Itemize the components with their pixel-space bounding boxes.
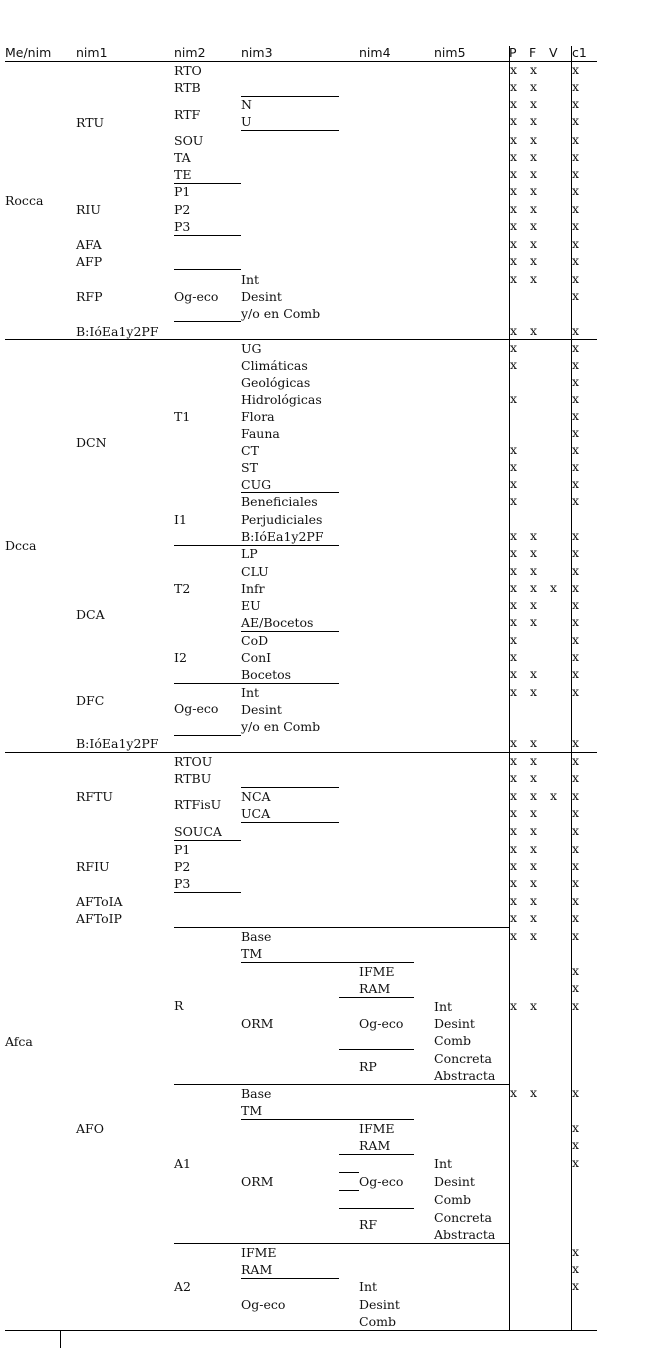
mark-c1: x [572, 666, 580, 681]
mark-p: x [510, 528, 518, 543]
nim3-label: Og-eco [241, 1297, 286, 1312]
header-nim4: nim4 [359, 45, 391, 60]
rule-line [174, 892, 241, 893]
mark-f: x [530, 841, 538, 856]
mark-p: x [510, 649, 518, 664]
header-f: F [529, 45, 537, 60]
nim4-label: Og-eco [359, 1174, 404, 1189]
nim3-label: UG [241, 341, 262, 356]
mark-c1: x [572, 391, 580, 406]
mark-c1: x [572, 493, 580, 508]
nim3-label: UCA [241, 806, 271, 821]
nim3-label: Climáticas [241, 358, 308, 373]
nim3-label: y/o en Comb [241, 719, 321, 734]
rule-line [241, 962, 414, 963]
mark-c1: x [572, 858, 580, 873]
nim3-label: y/o en Comb [241, 306, 321, 321]
nim2-label: T2 [174, 581, 191, 596]
mark-p: x [510, 166, 518, 181]
mark-p: x [510, 597, 518, 612]
nim1-label: B:IóEa1y2PF [76, 324, 159, 339]
nim3-label: Beneficiales [241, 494, 318, 509]
mark-p: x [510, 476, 518, 491]
nim3-label: CoD [241, 633, 269, 648]
mark-f: x [530, 149, 538, 164]
mark-f: x [530, 735, 538, 750]
nim3-label: Fauna [241, 426, 280, 441]
nim3-label: NCA [241, 789, 271, 804]
mark-c1: x [572, 1120, 580, 1135]
mark-c1: x [572, 649, 580, 664]
mark-c1: x [572, 166, 580, 181]
rule-line [241, 130, 339, 131]
nim4-label: RF [359, 1217, 378, 1232]
mark-p: x [510, 96, 518, 111]
mark-c1: x [572, 963, 580, 978]
mark-c1: x [572, 459, 580, 474]
mark-p: x [510, 271, 518, 286]
rule-line [174, 927, 509, 928]
mark-f: x [530, 823, 538, 838]
mark-c1: x [572, 910, 580, 925]
nim3-label: Infr [241, 581, 265, 596]
mark-p: x [510, 236, 518, 251]
mark-c1: x [572, 288, 580, 303]
mark-c1: x [572, 1278, 580, 1293]
mark-f: x [530, 563, 538, 578]
header-v: V [549, 45, 558, 60]
rule-line [339, 1190, 359, 1191]
mark-p: x [510, 893, 518, 908]
mark-f: x [530, 928, 538, 943]
nim2-label: A2 [174, 1279, 191, 1294]
nim3-label: Desint [241, 289, 282, 304]
mark-c1: x [572, 1261, 580, 1276]
mark-c1: x [572, 753, 580, 768]
nim3-label: IFME [241, 1245, 277, 1260]
rule-line [174, 235, 241, 236]
mark-p: x [510, 563, 518, 578]
nim2-label: RTO [174, 63, 202, 78]
mark-p: x [510, 62, 518, 77]
nim3-label: B:IóEa1y2PF [241, 529, 324, 544]
mark-p: x [510, 357, 518, 372]
mark-f: x [530, 545, 538, 560]
mark-f: x [530, 528, 538, 543]
nim2-label: P3 [174, 219, 191, 234]
rule-line [339, 1049, 414, 1050]
mark-f: x [530, 910, 538, 925]
nim3-label: Bocetos [241, 667, 292, 682]
mark-v: x [550, 580, 558, 595]
nim5-label: Abstracta [434, 1068, 496, 1083]
rule-line [339, 1172, 359, 1173]
nim2-label: TE [174, 167, 192, 182]
mark-c1: x [572, 62, 580, 77]
mark-p: x [510, 632, 518, 647]
mark-c1: x [572, 218, 580, 233]
nim1-label: RFIU [76, 859, 110, 874]
mark-f: x [530, 96, 538, 111]
nim5-label: Concreta [434, 1051, 492, 1066]
mark-p: x [510, 580, 518, 595]
nim4-label: IFME [359, 1121, 395, 1136]
mark-v: x [550, 788, 558, 803]
mark-p: x [510, 805, 518, 820]
mark-c1: x [572, 614, 580, 629]
section-label: Afca [5, 1034, 33, 1049]
nim3-label: Perjudiciales [241, 512, 323, 527]
header-c1: c1 [572, 45, 587, 60]
nim4-label: RAM [359, 981, 391, 996]
nim1-label: RFTU [76, 789, 113, 804]
mark-f: x [530, 166, 538, 181]
bottom-rule [5, 1330, 597, 1331]
mark-c1: x [572, 442, 580, 457]
mark-c1: x [572, 132, 580, 147]
header-nim2: nim2 [174, 45, 206, 60]
mark-f: x [530, 253, 538, 268]
footer-divider [60, 1330, 61, 1348]
nim5-label: Int [434, 1156, 453, 1171]
mark-p: x [510, 391, 518, 406]
mark-p: x [510, 735, 518, 750]
mark-c1: x [572, 408, 580, 423]
mark-p: x [510, 875, 518, 890]
nim3-label: Int [241, 272, 260, 287]
nim5-label: Desint [434, 1016, 475, 1031]
nim5-label: Comb [434, 1033, 471, 1048]
mark-c1: x [572, 563, 580, 578]
rule-line [174, 545, 339, 546]
nim3-label: ORM [241, 1016, 274, 1031]
nim2-label: SOUCA [174, 824, 222, 839]
nim2-label: TA [174, 150, 191, 165]
mark-p: x [510, 666, 518, 681]
rule-line [241, 631, 339, 632]
rule-line [174, 1243, 509, 1244]
nim1-label: RIU [76, 202, 101, 217]
mark-p: x [510, 493, 518, 508]
nim3-label: CLU [241, 564, 269, 579]
nim1-label: RFP [76, 289, 103, 304]
mark-c1: x [572, 632, 580, 647]
nim2-label: R [174, 998, 184, 1013]
nim4-label: Og-eco [359, 1016, 404, 1031]
mark-p: x [510, 788, 518, 803]
nim3-label: CT [241, 443, 259, 458]
mark-c1: x [572, 340, 580, 355]
mark-f: x [530, 201, 538, 216]
nim1-label: AFToIP [76, 911, 122, 926]
nim2-label: RTF [174, 107, 201, 122]
rule-line [174, 840, 241, 841]
rule-line [174, 321, 241, 322]
nim3-label: TM [241, 1103, 263, 1118]
mark-c1: x [572, 113, 580, 128]
rule-line [174, 183, 241, 184]
mark-p: x [510, 323, 518, 338]
mark-c1: x [572, 788, 580, 803]
mark-c1: x [572, 770, 580, 785]
mark-c1: x [572, 980, 580, 995]
nim2-label: P3 [174, 876, 191, 891]
nim2-label: T1 [174, 409, 191, 424]
nim3-label: Base [241, 1086, 272, 1101]
mark-c1: x [572, 875, 580, 890]
header-me-nim: Me/nim [5, 45, 52, 60]
rule-line [339, 1208, 414, 1209]
mark-c1: x [572, 1085, 580, 1100]
nim4-label: RP [359, 1059, 377, 1074]
nim1-label: AFToIA [76, 894, 123, 909]
nim3-label: AE/Bocetos [241, 615, 314, 630]
mark-c1: x [572, 425, 580, 440]
mark-p: x [510, 149, 518, 164]
nim3-label: ORM [241, 1174, 274, 1189]
nim3-label: Base [241, 929, 272, 944]
nim3-label: N [241, 97, 252, 112]
mark-f: x [530, 788, 538, 803]
nim2-label: A1 [174, 1156, 191, 1171]
mark-f: x [530, 614, 538, 629]
mark-c1: x [572, 1244, 580, 1259]
mark-c1: x [572, 271, 580, 286]
nim3-label: Hidrológicas [241, 392, 322, 407]
mark-c1: x [572, 183, 580, 198]
nim1-label: AFP [76, 254, 103, 269]
nim1-label: DCN [76, 435, 107, 450]
mark-p: x [510, 1085, 518, 1100]
nim1-label: DFC [76, 693, 105, 708]
nim2-label: RTOU [174, 754, 213, 769]
nim4-label: Int [359, 1279, 378, 1294]
mark-f: x [530, 323, 538, 338]
mark-p: x [510, 614, 518, 629]
mark-c1: x [572, 684, 580, 699]
mark-c1: x [572, 735, 580, 750]
mark-p: x [510, 770, 518, 785]
rule-line [241, 96, 339, 97]
rule-line [174, 269, 241, 270]
nim2-label: P1 [174, 842, 191, 857]
nim3-label: LP [241, 546, 258, 561]
header-nim5: nim5 [434, 45, 466, 60]
nim3-label: Desint [241, 702, 282, 717]
mark-c1: x [572, 1137, 580, 1152]
nim1-label: DCA [76, 607, 105, 622]
header-nim3: nim3 [241, 45, 273, 60]
mark-p: x [510, 928, 518, 943]
mark-p: x [510, 79, 518, 94]
column-divider-c1 [571, 46, 572, 1330]
mark-c1: x [572, 323, 580, 338]
mark-c1: x [572, 998, 580, 1013]
mark-p: x [510, 201, 518, 216]
mark-c1: x [572, 253, 580, 268]
mark-f: x [530, 236, 538, 251]
rule-line [241, 822, 339, 823]
nim3-label: ST [241, 460, 258, 475]
mark-f: x [530, 183, 538, 198]
mark-p: x [510, 113, 518, 128]
nim5-label: Comb [434, 1192, 471, 1207]
mark-f: x [530, 858, 538, 873]
mark-p: x [510, 998, 518, 1013]
nim2-label: RTBU [174, 771, 212, 786]
mark-p: x [510, 753, 518, 768]
nim4-label: IFME [359, 964, 395, 979]
nim3-label: U [241, 114, 252, 129]
mark-c1: x [572, 805, 580, 820]
mark-c1: x [572, 580, 580, 595]
mark-c1: x [572, 823, 580, 838]
mark-f: x [530, 580, 538, 595]
mark-c1: x [572, 528, 580, 543]
mark-f: x [530, 597, 538, 612]
nim5-label: Concreta [434, 1210, 492, 1225]
rule-line [174, 1084, 509, 1085]
nim1-label: AFA [76, 237, 102, 252]
rule-line [174, 735, 241, 736]
mark-f: x [530, 805, 538, 820]
nim2-label: P1 [174, 184, 191, 199]
nim4-label: Desint [359, 1297, 400, 1312]
nim1-label: B:IóEa1y2PF [76, 736, 159, 751]
mark-p: x [510, 340, 518, 355]
nim3-label: EU [241, 598, 261, 613]
mark-c1: x [572, 374, 580, 389]
rule-line [241, 787, 339, 788]
nim2-label: Og-eco [174, 701, 219, 716]
header-p: P [509, 45, 517, 60]
nim3-label: Geológicas [241, 375, 311, 390]
mark-p: x [510, 823, 518, 838]
rule-line [174, 683, 339, 684]
mark-c1: x [572, 1155, 580, 1170]
mark-f: x [530, 113, 538, 128]
mark-f: x [530, 1085, 538, 1100]
mark-p: x [510, 684, 518, 699]
nim4-label: Comb [359, 1314, 396, 1329]
mark-c1: x [572, 597, 580, 612]
mark-c1: x [572, 893, 580, 908]
mark-p: x [510, 442, 518, 457]
mark-p: x [510, 132, 518, 147]
mark-c1: x [572, 357, 580, 372]
mark-p: x [510, 218, 518, 233]
nim5-label: Abstracta [434, 1227, 496, 1242]
header-nim1: nim1 [76, 45, 108, 60]
mark-c1: x [572, 928, 580, 943]
mark-p: x [510, 858, 518, 873]
rule-line [339, 1154, 414, 1155]
mark-c1: x [572, 545, 580, 560]
mark-f: x [530, 271, 538, 286]
mark-f: x [530, 62, 538, 77]
section-label: Rocca [5, 193, 44, 208]
mark-f: x [530, 132, 538, 147]
nim5-label: Int [434, 999, 453, 1014]
mark-c1: x [572, 201, 580, 216]
column-divider-p [509, 46, 510, 1330]
nim3-label: CUG [241, 477, 272, 492]
nim3-label: RAM [241, 1262, 273, 1277]
mark-c1: x [572, 841, 580, 856]
nim3-label: ConI [241, 650, 272, 665]
nim3-label: Flora [241, 409, 275, 424]
mark-f: x [530, 79, 538, 94]
mark-f: x [530, 893, 538, 908]
mark-p: x [510, 841, 518, 856]
mark-c1: x [572, 79, 580, 94]
rule-line [241, 1278, 339, 1279]
mark-p: x [510, 545, 518, 560]
nim2-label: RTB [174, 80, 201, 95]
rule-line [241, 1119, 414, 1120]
nim2-label: I1 [174, 512, 187, 527]
mark-p: x [510, 910, 518, 925]
mark-f: x [530, 218, 538, 233]
rule-line [339, 997, 414, 998]
mark-f: x [530, 666, 538, 681]
mark-p: x [510, 459, 518, 474]
mark-c1: x [572, 149, 580, 164]
mark-c1: x [572, 96, 580, 111]
nim2-label: RTFisU [174, 797, 222, 812]
nim1-label: RTU [76, 115, 105, 130]
nim2-label: P2 [174, 859, 191, 874]
mark-p: x [510, 253, 518, 268]
mark-p: x [510, 183, 518, 198]
mark-f: x [530, 770, 538, 785]
mark-f: x [530, 753, 538, 768]
nim2-label: SOU [174, 133, 204, 148]
nim5-label: Desint [434, 1174, 475, 1189]
section-label: Dcca [5, 538, 37, 553]
mark-c1: x [572, 236, 580, 251]
nim4-label: RAM [359, 1138, 391, 1153]
nim2-label: P2 [174, 202, 191, 217]
rule-line [241, 492, 339, 493]
nim3-label: Int [241, 685, 260, 700]
nim2-label: I2 [174, 650, 187, 665]
mark-f: x [530, 875, 538, 890]
nim3-label: TM [241, 946, 263, 961]
mark-f: x [530, 684, 538, 699]
mark-f: x [530, 998, 538, 1013]
nim1-label: AFO [76, 1121, 104, 1136]
mark-c1: x [572, 476, 580, 491]
nim2-label: Og-eco [174, 289, 219, 304]
